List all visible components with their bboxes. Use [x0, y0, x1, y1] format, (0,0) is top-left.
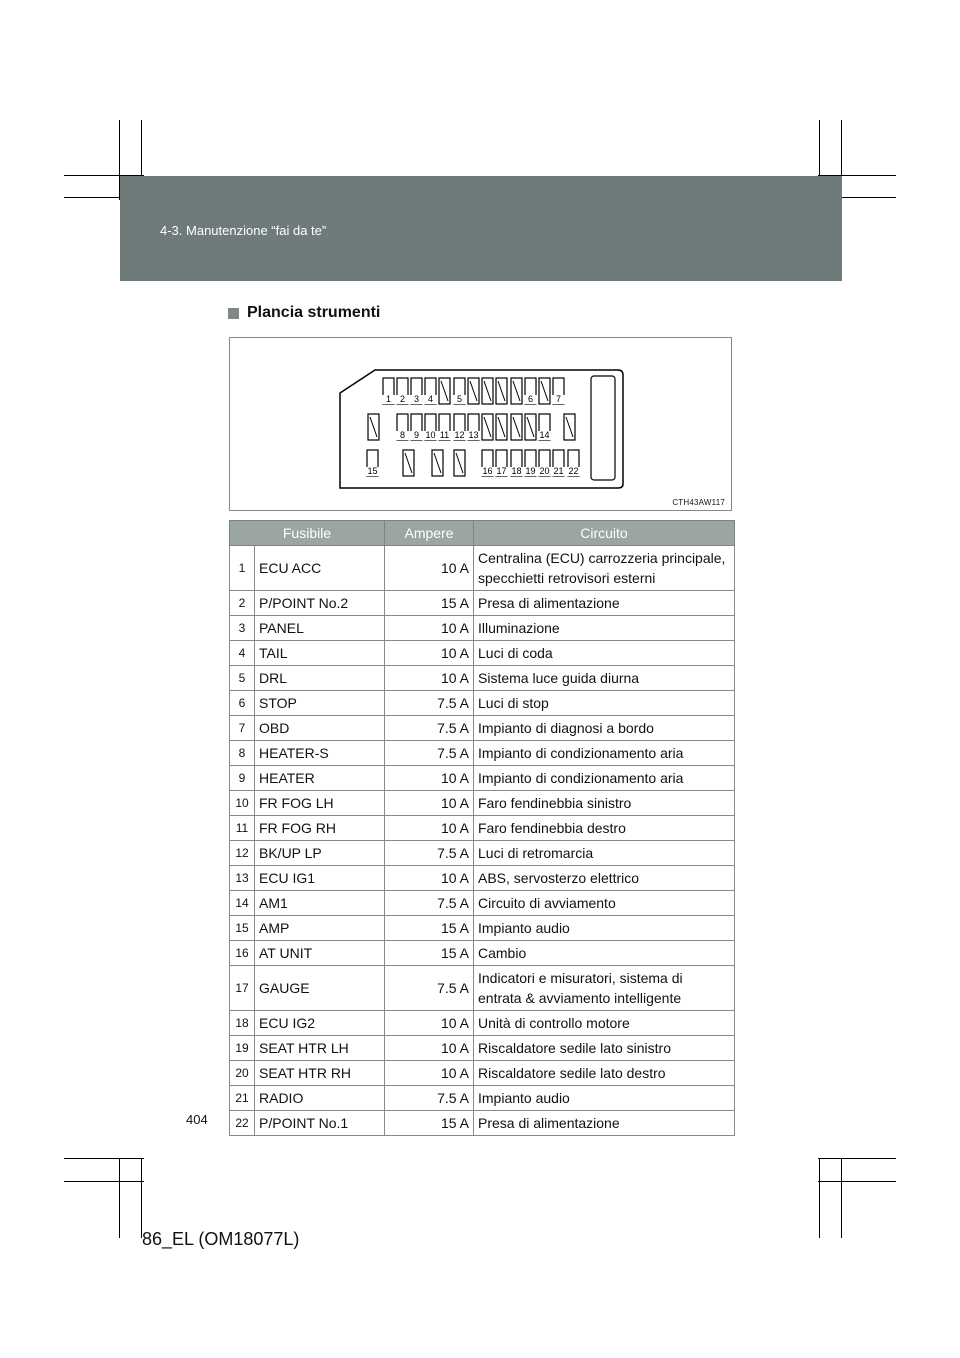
page-number: 404 [186, 1112, 208, 1127]
fuse-ampere: 7.5 A [385, 691, 474, 716]
fuse-label: 6 [527, 394, 534, 404]
fuse-label: 5 [456, 394, 463, 404]
fuse-label: 22 [568, 466, 579, 476]
fuse-slot [403, 450, 414, 476]
fuse-label: 4 [427, 394, 434, 404]
fuse-number: 11 [230, 816, 255, 841]
fuse-slot-labeled [552, 378, 565, 404]
fuse-slot [482, 378, 493, 404]
fuse-slot-labeled [467, 414, 480, 440]
table-row [230, 766, 735, 791]
crop-mark [841, 1158, 842, 1238]
fuse-ampere: 10 A [385, 1011, 474, 1036]
fuse-name: RADIO [255, 1086, 385, 1111]
fuse-number: 1 [230, 546, 255, 591]
fuse-name: TAIL [255, 641, 385, 666]
fuse-circuit: Luci di stop [474, 691, 735, 716]
table-row [230, 866, 735, 891]
fuse-name: FR FOG RH [255, 816, 385, 841]
table-row [230, 741, 735, 766]
fuse-slot-labeled [366, 450, 379, 476]
fuse-label: 12 [454, 430, 465, 440]
fuse-label: 14 [539, 430, 550, 440]
fuse-ampere: 10 A [385, 1036, 474, 1061]
fuse-circuit: Faro fendinebbia sinistro [474, 791, 735, 816]
crop-mark [119, 1158, 120, 1238]
fuse-label: 17 [496, 466, 507, 476]
table-row [230, 716, 735, 741]
table-row [230, 841, 735, 866]
table-row [230, 666, 735, 691]
fuse-name: DRL [255, 666, 385, 691]
fuse-name: BK/UP LP [255, 841, 385, 866]
fuse-name: PANEL [255, 616, 385, 641]
fuse-ampere: 10 A [385, 666, 474, 691]
fuse-circuit: Luci di coda [474, 641, 735, 666]
fuse-ampere: 7.5 A [385, 741, 474, 766]
fuse-circuit: Impianto audio [474, 916, 735, 941]
fuse-ampere: 10 A [385, 791, 474, 816]
fuse-circuit: Illuminazione [474, 616, 735, 641]
fuse-number: 16 [230, 941, 255, 966]
fuse-circuit: Impianto audio [474, 1086, 735, 1111]
fuse-label: 8 [399, 430, 406, 440]
fuse-circuit: Riscaldatore sedile lato destro [474, 1061, 735, 1086]
fuse-slot [482, 414, 493, 440]
fuse-ampere: 10 A [385, 1061, 474, 1086]
fuse-circuit: Presa di alimentazione [474, 591, 735, 616]
table-row [230, 591, 735, 616]
fuse-circuit: Riscaldatore sedile lato sinistro [474, 1036, 735, 1061]
fuse-label: 1 [385, 394, 392, 404]
fuse-ampere: 10 A [385, 641, 474, 666]
fuse-slot [539, 378, 550, 404]
fuse-label: 2 [399, 394, 406, 404]
fuse-circuit: Indicatori e misuratori, sistema di entrata & avviamento intelligente [474, 966, 735, 1011]
fuse-label: 16 [482, 466, 493, 476]
fuse-slot-labeled [538, 414, 551, 440]
fuse-slot [525, 414, 536, 440]
table-row [230, 941, 735, 966]
fuse-label: 18 [511, 466, 522, 476]
fuse-circuit: Cambio [474, 941, 735, 966]
fuse-number: 19 [230, 1036, 255, 1061]
crop-mark [64, 1181, 144, 1182]
fuse-slot-labeled [567, 450, 580, 476]
fuse-name: ECU ACC [255, 546, 385, 591]
fuse-ampere: 10 A [385, 766, 474, 791]
fuse-slot [564, 414, 575, 440]
fuse-ampere: 15 A [385, 1111, 474, 1136]
fuse-number: 15 [230, 916, 255, 941]
fuse-label: 19 [525, 466, 536, 476]
fuse-circuit: Impianto di condizionamento aria [474, 741, 735, 766]
fuse-name: GAUGE [255, 966, 385, 1011]
fuse-label: 13 [468, 430, 479, 440]
page-subtitle-text: Plancia strumenti [247, 304, 381, 321]
fuse-number: 21 [230, 1086, 255, 1111]
fuse-number: 6 [230, 691, 255, 716]
fuse-name: AM1 [255, 891, 385, 916]
table-row [230, 546, 735, 591]
fuse-slot [511, 378, 522, 404]
table-row [230, 1011, 735, 1036]
fuse-number: 18 [230, 1011, 255, 1036]
fuse-number: 17 [230, 966, 255, 1011]
fuse-circuit: ABS, servosterzo elettrico [474, 866, 735, 891]
fuse-ampere: 10 A [385, 546, 474, 591]
page-subtitle [228, 304, 380, 322]
table-row [230, 816, 735, 841]
fuse-ampere: 10 A [385, 816, 474, 841]
crop-mark [141, 1158, 142, 1238]
section-header-title: 4-3. Manutenzione “fai da te” [160, 223, 327, 238]
fuse-box-illustration [229, 337, 732, 511]
crop-mark [819, 1158, 820, 1238]
fuse-slot-labeled [382, 378, 395, 404]
fuse-slot [432, 450, 443, 476]
table-row [230, 1061, 735, 1086]
fuse-name: SEAT HTR LH [255, 1036, 385, 1061]
header-ampere: Ampere [385, 521, 474, 546]
fuse-circuit: Sistema luce guida diurna [474, 666, 735, 691]
table-row [230, 641, 735, 666]
header-fusibile: Fusibile [230, 521, 385, 546]
fuse-number: 7 [230, 716, 255, 741]
fuse-label: 11 [439, 430, 450, 440]
fuse-slot [496, 378, 507, 404]
fuse-slot-labeled [524, 378, 537, 404]
fuse-circuit: Impianto di condizionamento aria [474, 766, 735, 791]
fuse-slot-labeled [453, 378, 466, 404]
fuse-ampere: 15 A [385, 591, 474, 616]
fuse-ampere: 15 A [385, 916, 474, 941]
fuse-number: 8 [230, 741, 255, 766]
fuse-name: P/POINT No.2 [255, 591, 385, 616]
fuse-slot-labeled [495, 450, 508, 476]
fuse-name: ECU IG2 [255, 1011, 385, 1036]
fuse-slot-labeled [524, 450, 537, 476]
fuse-ampere: 7.5 A [385, 841, 474, 866]
fuse-number: 4 [230, 641, 255, 666]
fuse-slot [368, 414, 379, 440]
table-row [230, 1036, 735, 1061]
fuse-ampere: 10 A [385, 616, 474, 641]
fuse-slot-labeled [396, 378, 409, 404]
table-row [230, 891, 735, 916]
fuse-slot-labeled [481, 450, 494, 476]
fuse-name: AMP [255, 916, 385, 941]
table-row [230, 1111, 735, 1136]
crop-mark [64, 1158, 144, 1159]
table-row [230, 966, 735, 1011]
fuse-name: HEATER-S [255, 741, 385, 766]
fuse-slot-labeled [410, 414, 423, 440]
fuse-number: 10 [230, 791, 255, 816]
fuse-ampere: 7.5 A [385, 891, 474, 916]
fuse-number: 20 [230, 1061, 255, 1086]
fuse-number: 22 [230, 1111, 255, 1136]
fuse-name: P/POINT No.1 [255, 1111, 385, 1136]
fuse-name: OBD [255, 716, 385, 741]
table-row [230, 691, 735, 716]
table-row [230, 616, 735, 641]
fuse-slot [468, 378, 479, 404]
fuse-label: 7 [555, 394, 562, 404]
fuse-slot-labeled [396, 414, 409, 440]
fuse-slot [454, 450, 465, 476]
fuse-box-relay [591, 376, 615, 480]
fuse-slot-labeled [453, 414, 466, 440]
fuse-ampere: 10 A [385, 866, 474, 891]
fuse-slot-labeled [552, 450, 565, 476]
fuse-table [229, 520, 735, 1136]
crop-mark [818, 1158, 896, 1159]
header-circuito: Circuito [474, 521, 735, 546]
fuse-number: 3 [230, 616, 255, 641]
fuse-label: 20 [539, 466, 550, 476]
fuse-number: 5 [230, 666, 255, 691]
fuse-name: STOP [255, 691, 385, 716]
fuse-circuit: Presa di alimentazione [474, 1111, 735, 1136]
fuse-slot [511, 414, 522, 440]
fuse-circuit: Impianto di diagnosi a bordo [474, 716, 735, 741]
fuse-circuit: Unità di controllo motore [474, 1011, 735, 1036]
fuse-number: 12 [230, 841, 255, 866]
fuse-name: AT UNIT [255, 941, 385, 966]
table-row [230, 791, 735, 816]
fuse-name: FR FOG LH [255, 791, 385, 816]
fuse-number: 2 [230, 591, 255, 616]
fuse-number: 14 [230, 891, 255, 916]
fuse-slot-labeled [424, 414, 437, 440]
fuse-slot-labeled [438, 414, 451, 440]
fuse-circuit: Faro fendinebbia destro [474, 816, 735, 841]
fuse-name: SEAT HTR RH [255, 1061, 385, 1086]
fuse-slot-labeled [424, 378, 437, 404]
table-header-row [230, 521, 735, 546]
table-row [230, 916, 735, 941]
fuse-label: 15 [367, 466, 378, 476]
fuse-box-diagram [230, 338, 733, 512]
square-bullet-icon [228, 308, 239, 319]
table-row [230, 1086, 735, 1111]
fuse-slot [496, 414, 507, 440]
footer-code: 86_EL (OM18077L) [142, 1229, 300, 1249]
fuse-label: 10 [425, 430, 436, 440]
fuse-label: 21 [553, 466, 564, 476]
crop-mark [818, 1181, 896, 1182]
fuse-name: HEATER [255, 766, 385, 791]
fuse-ampere: 7.5 A [385, 716, 474, 741]
fuse-name: ECU IG1 [255, 866, 385, 891]
fuse-slot-labeled [410, 378, 423, 404]
fuse-slot [439, 378, 450, 404]
fuse-ampere: 7.5 A [385, 1086, 474, 1111]
fuse-ampere: 7.5 A [385, 966, 474, 1011]
figure-code: CTH43AW117 [672, 498, 725, 507]
fuse-label: 9 [413, 430, 420, 440]
fuse-circuit: Centralina (ECU) carrozzeria principale, specchietti retrovisori esterni [474, 546, 735, 591]
fuse-ampere: 15 A [385, 941, 474, 966]
fuse-number: 13 [230, 866, 255, 891]
fuse-label: 3 [413, 394, 420, 404]
fuse-circuit: Luci di retromarcia [474, 841, 735, 866]
fuse-slot-labeled [538, 450, 551, 476]
fuse-circuit: Circuito di avviamento [474, 891, 735, 916]
fuse-number: 9 [230, 766, 255, 791]
fuse-slot-labeled [510, 450, 523, 476]
